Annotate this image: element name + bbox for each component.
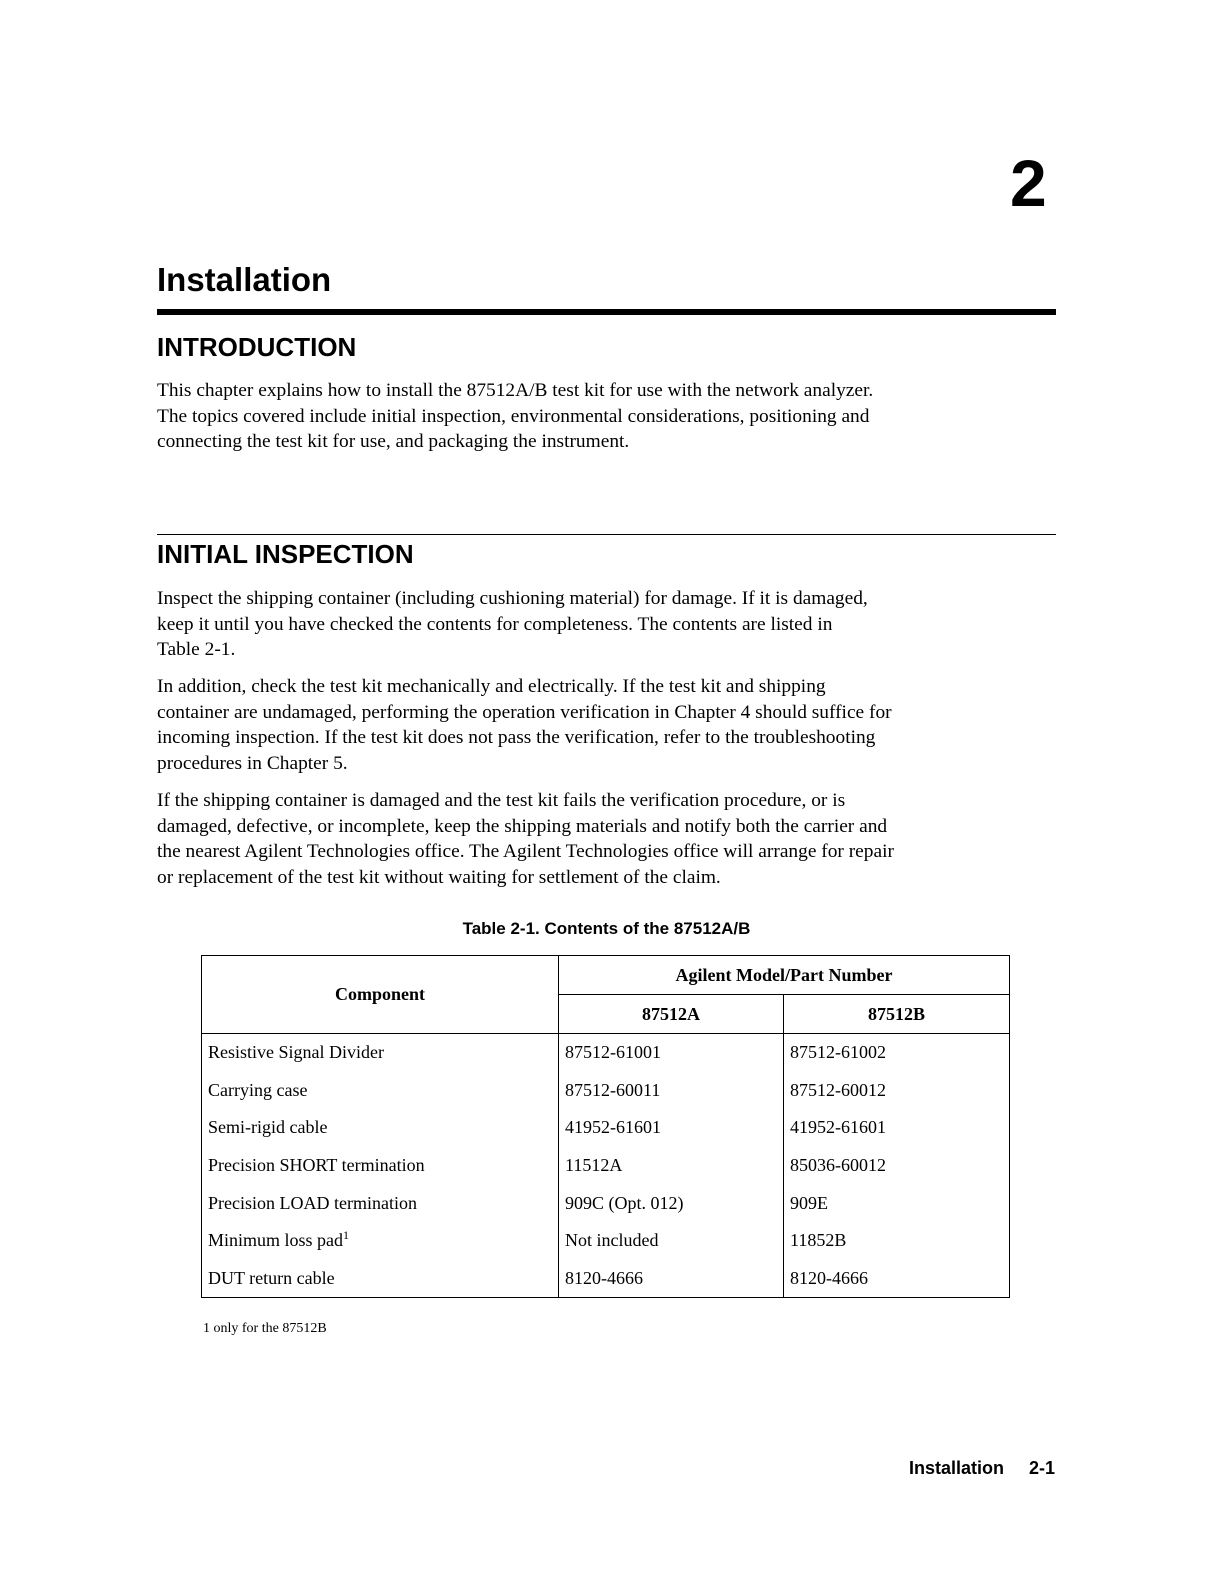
component-cell: Carrying case (202, 1072, 559, 1110)
part-b-cell: 87512-61002 (784, 1034, 1010, 1072)
table-row (202, 1260, 1010, 1298)
column-header-87512a: 87512A (559, 995, 784, 1034)
column-header-component: Component (202, 956, 559, 1034)
footer-page-number: 2-1 (1028, 1458, 1055, 1478)
column-header-87512b: 87512B (784, 995, 1010, 1034)
part-a-cell: Not included (559, 1222, 784, 1260)
component-cell (202, 1222, 559, 1260)
table-row (202, 1034, 1010, 1072)
part-b-cell: 909E (784, 1184, 1010, 1222)
table-footnote: 1 only for the 87512B (203, 1321, 327, 1336)
component-cell: Precision LOAD termination (202, 1184, 559, 1222)
part-a-cell: 909C (Opt. 012) (559, 1184, 784, 1222)
component-cell: Semi-rigid cable (202, 1109, 559, 1147)
table-row (202, 1147, 1010, 1185)
footer-section-label: Installation (908, 1458, 1004, 1478)
part-a-cell: 87512-60011 (559, 1072, 784, 1110)
inspection-paragraph-1: Inspect the shipping container (including cushioning material) for damage. If it is damaged, keep it until you have checked the contents for completeness. The contents are listed in Table 2-1. (157, 588, 868, 661)
chapter-number: 2 (1010, 146, 1047, 220)
part-b-cell: 41952-61601 (784, 1109, 1010, 1147)
table-caption: Table 2-1. Contents of the 87512A/B (462, 919, 751, 938)
part-b-cell: 85036-60012 (784, 1147, 1010, 1185)
table-row (202, 1222, 1010, 1260)
section-divider (157, 534, 1056, 535)
footnote-marker: 1 (343, 1228, 350, 1243)
contents-table (201, 955, 1010, 1298)
part-a-cell: 8120-4666 (559, 1260, 784, 1298)
part-b-cell: 8120-4666 (784, 1260, 1010, 1298)
part-b-cell: 11852B (784, 1222, 1010, 1260)
introduction-paragraph: This chapter explains how to install the 87512A/B test kit for use with the network analyzer. The topics covered include initial inspection, environmental considerations, positioning and connecting the test kit for use, and packaging the instrument. (157, 380, 874, 453)
table-row (202, 1184, 1010, 1222)
initial-inspection-heading: INITIAL INSPECTION (157, 539, 414, 569)
part-a-cell: 41952-61601 (559, 1109, 784, 1147)
inspection-paragraph-2: In addition, check the test kit mechanically and electrically. If the test kit and shipping container are undamaged, performing the operation verification in Chapter 4 should suffice for incoming inspection. If the test kit does not pass the verification, refer to the troubleshooting procedures in Chapter 5. (157, 676, 892, 775)
page-footer (909, 1458, 1055, 1479)
component-cell: Precision SHORT termination (202, 1147, 559, 1185)
table-row (202, 1072, 1010, 1110)
inspection-paragraph-3: If the shipping container is damaged and the test kit fails the verification procedure, or is damaged, defective, or incomplete, keep the shipping materials and notify both the carrier and the nearest Agilent Technologies office. The Agilent Technologies office will arrange for repair or replacement of the test kit without waiting for settlement of the claim. (157, 790, 894, 889)
part-b-cell: 87512-60012 (784, 1072, 1010, 1110)
component-cell: DUT return cable (202, 1260, 559, 1298)
introduction-heading: INTRODUCTION (157, 332, 357, 362)
chapter-rule (157, 309, 1056, 315)
component-cell: Resistive Signal Divider (202, 1034, 559, 1072)
component-label: Minimum loss pad (208, 1230, 344, 1251)
column-group-header: Agilent Model/Part Number (559, 956, 1010, 995)
part-a-cell: 87512-61001 (559, 1034, 784, 1072)
part-a-cell: 11512A (559, 1147, 784, 1185)
table-row (202, 1109, 1010, 1147)
chapter-title: Installation (157, 261, 332, 298)
